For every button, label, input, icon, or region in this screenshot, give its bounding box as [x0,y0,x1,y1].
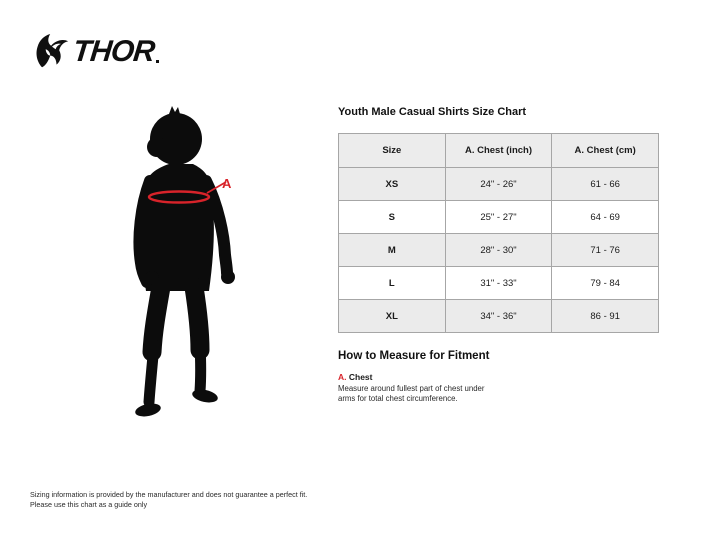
column-header-chest-cm: A. Chest (cm) [552,134,659,168]
thor-logo [34,32,159,72]
table-row-m [339,234,659,267]
measure-guide-heading: How to Measure for Fitment [338,350,490,362]
measure-item-description: Measure around fullest part of chest under arms for total chest circumference. [338,384,485,403]
footnote [30,490,307,509]
logo-trademark-dot [156,60,159,63]
cell-chest-inch: 31" - 33" [445,267,552,300]
table-row-s [339,201,659,234]
logo-text: THOR [71,35,156,68]
cell-chest-cm: 86 - 91 [552,300,659,333]
size-chart-table [338,133,659,333]
table-row-l [339,267,659,300]
measure-item-chest [338,372,373,382]
table-row-xs [339,168,659,201]
column-header-size: Size [339,134,446,168]
cell-size: M [339,234,446,267]
cell-chest-inch: 28" - 30" [445,234,552,267]
thor-goat-icon [34,32,70,72]
cell-chest-cm: 79 - 84 [552,267,659,300]
cell-chest-cm: 64 - 69 [552,201,659,234]
measure-item-label: Chest [348,372,373,382]
cell-chest-inch: 25" - 27" [445,201,552,234]
column-header-chest-inch: A. Chest (inch) [445,134,552,168]
size-chart-title: Youth Male Casual Shirts Size Chart [338,106,527,118]
child-silhouette [134,106,235,419]
footnote-line-2: Please use this chart as a guide only [30,499,148,509]
marker-a-label: A [222,176,232,191]
cell-chest-inch: 24" - 26" [445,168,552,201]
cell-size: L [339,267,446,300]
cell-chest-inch: 34" - 36" [445,300,552,333]
cell-size: XL [339,300,446,333]
cell-chest-cm: 71 - 76 [552,234,659,267]
table-header-row [339,134,659,168]
measure-item-marker: A. [338,372,347,382]
table-row-xl [339,300,659,333]
cell-size: S [339,201,446,234]
cell-chest-cm: 61 - 66 [552,168,659,201]
cell-size: XS [339,168,446,201]
measurement-figure [118,105,250,425]
footnote-line-1: Sizing information is provided by the manufacturer and does not guarantee a perfect fit. [30,490,308,499]
